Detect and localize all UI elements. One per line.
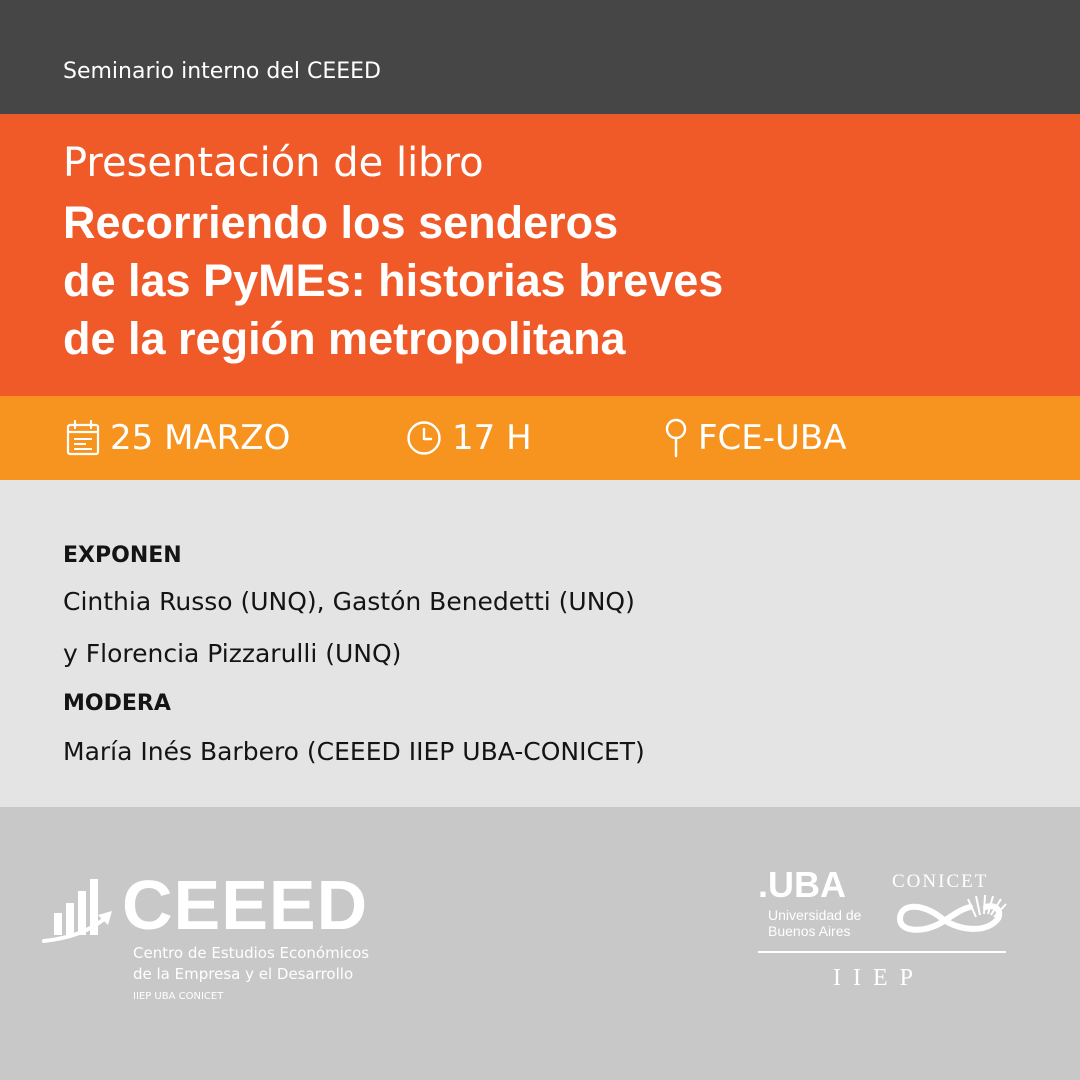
book-title [63,194,1023,368]
calendar-icon [66,420,100,456]
logo-footer [0,807,1080,1080]
book-title-line: Recorriendo los senderos [63,197,619,248]
event-time-text: 17 H [452,418,532,458]
book-title-line: de la región metropolitana [63,313,626,364]
ceeed-logo-affiliation: IIEP UBA CONICET [133,991,224,1002]
exponen-line: y Florencia Pizzarulli (UNQ) [63,639,402,668]
conicet-infinity-icon [892,893,1008,941]
pre-title: Presentación de libro [63,140,484,186]
event-place-text: FCE-UBA [698,418,847,458]
uba-logo-wordmark: .UBA [758,864,846,905]
exponen-line: Cinthia Russo (UNQ), Gastón Benedetti (UNQ) [63,587,635,616]
book-title-line: de las PyMEs: historias breves [63,255,724,306]
speakers-section [0,480,1080,807]
uba-logo-subtitle: Universidad de [768,907,862,923]
modera-label: MODERA [63,691,171,716]
clock-icon [406,420,442,456]
uba-logo-subtitle: Buenos Aires [768,923,851,939]
top-bar [0,0,1080,114]
ceeed-bar-chart-icon [42,875,122,945]
modera-line: María Inés Barbero (CEEED IIEP UBA-CONICET) [63,737,645,766]
conicet-logo-wordmark: CONICET [892,871,989,892]
event-place [664,416,847,460]
iiep-logo-wordmark: IIEP [833,965,925,991]
event-date-text: 25 MARZO [110,418,291,458]
ceeed-logo-subtitle: Centro de Estudios Económicos [133,944,370,962]
ceeed-logo-wordmark: CEEED [122,866,369,944]
event-time [406,416,532,460]
event-info-bar [0,396,1080,480]
location-pin-icon [664,418,688,458]
logo-divider [758,951,1006,953]
exponen-label: EXPONEN [63,543,182,568]
seminar-kicker: Seminario interno del CEEED [63,59,381,84]
ceeed-logo-subtitle: de la Empresa y el Desarrollo [133,965,354,983]
event-date [66,416,290,460]
title-block [0,114,1080,396]
